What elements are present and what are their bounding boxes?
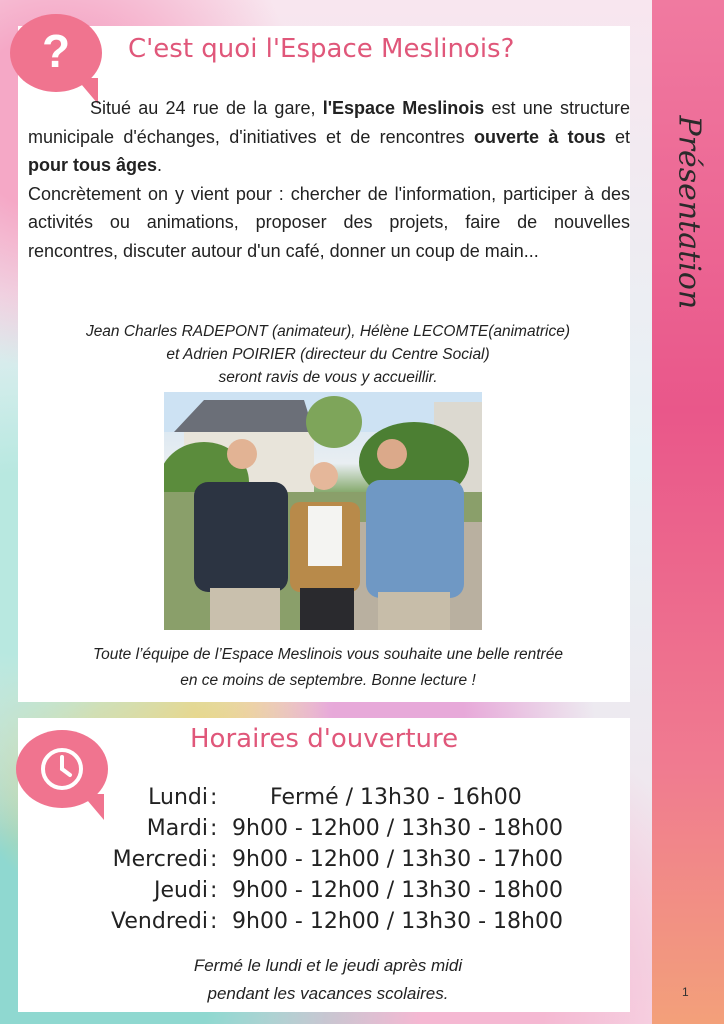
intro-bold-ages: pour tous âges <box>28 155 158 175</box>
hours-colon: : <box>210 785 218 810</box>
wishes-caption <box>28 642 628 694</box>
hours-heading: Horaires d'ouverture <box>190 724 459 754</box>
question-bubble <box>10 14 102 92</box>
hours-time: 9h00 - 12h00 / 13h30 - 18h00 <box>232 909 563 934</box>
hours-day: Lundi <box>148 785 208 810</box>
hours-day: Jeudi <box>153 878 208 903</box>
hours-colon: : <box>210 816 218 841</box>
hours-colon: : <box>210 909 218 934</box>
intro-text <box>28 94 630 265</box>
hours-row-lundi <box>60 785 560 815</box>
intro-bold-open: ouverte à tous <box>474 126 606 147</box>
hours-day: Mardi <box>146 816 208 841</box>
team-caption <box>28 320 628 389</box>
hours-row-vendredi <box>60 909 563 939</box>
team-line: et Adrien POIRIER (directeur du Centre Social) <box>166 346 490 363</box>
hours-note <box>28 952 628 1008</box>
hours-time: 9h00 - 12h00 / 13h30 - 18h00 <box>232 878 563 903</box>
team-photo-illustration <box>164 392 482 630</box>
question-mark-icon: ? <box>41 25 71 77</box>
hours-colon: : <box>210 847 218 872</box>
hours-row-jeudi <box>60 878 563 908</box>
page-number: 1 <box>682 985 689 999</box>
intro-text-segment: est une structure municipale d'échanges, d'initiatives et de rencontres <box>28 98 630 147</box>
hours-time: 9h00 - 12h00 / 13h30 - 17h00 <box>232 847 563 872</box>
hours-row-mardi <box>60 816 563 846</box>
hours-day: Vendredi <box>111 909 208 934</box>
hours-day: Mercredi <box>112 847 208 872</box>
hours-note-line: pendant les vacances scolaires. <box>207 984 449 1003</box>
hours-time: 9h00 - 12h00 / 13h30 - 18h00 <box>232 816 563 841</box>
team-line: Jean Charles RADEPONT (animateur), Hélène LECOMTE(animatrice) <box>85 323 571 340</box>
intro-text-segment: et <box>605 126 631 147</box>
sidebar-title <box>672 116 707 196</box>
intro-bold-name: l'Espace Meslinois <box>322 98 485 118</box>
intro-heading: C'est quoi l'Espace Meslinois? <box>128 34 515 64</box>
intro-text-segment: Situé au 24 rue de la gare, <box>90 98 323 118</box>
hours-time: Fermé / 13h30 - 16h00 <box>270 785 522 810</box>
team-line: seront ravis de vous y accueillir. <box>218 369 438 386</box>
intro-paragraph-1 <box>28 94 630 180</box>
hours-note-line: Fermé le lundi et le jeudi après midi <box>193 956 463 975</box>
intro-text-segment: . <box>157 155 163 175</box>
wishes-line: Toute l’équipe de l’Espace Meslinois vous souhaite une belle rentrée <box>93 646 563 663</box>
team-photo <box>164 392 482 630</box>
hours-row-mercredi <box>60 847 563 877</box>
wishes-line: en ce moins de septembre. Bonne lecture ! <box>180 672 476 689</box>
hours-colon: : <box>210 878 218 903</box>
intro-paragraph-2: Concrètement on y vient pour : chercher de l'information, participer à des activités ou animations, proposer des projets, faire de nouvelles rencontres, discuter autour d'un café, donner un coup de main... <box>28 183 630 261</box>
